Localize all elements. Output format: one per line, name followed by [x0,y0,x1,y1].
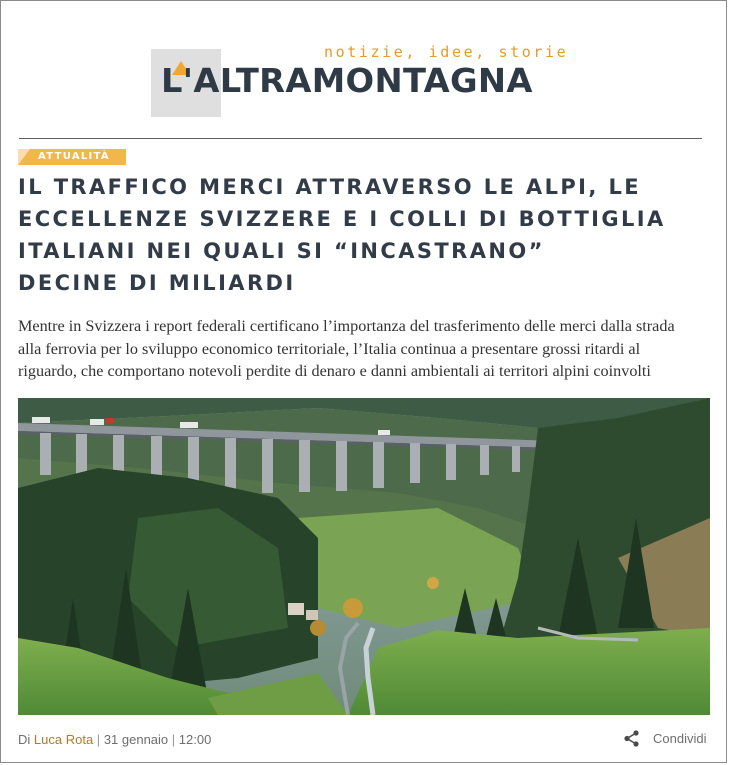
standfirst-line: alla ferrovia per lo sviluppo economico territoriale, l’Italia continua a presentare grossi ritardi al [18,339,641,358]
byline-separator: | [96,732,101,747]
badge-corner-mark [18,149,30,165]
headline-line: ECCELLENZE SVIZZERE E I COLLI DI BOTTIGLIA [18,207,666,231]
publish-date: 31 gennaio [103,732,169,747]
share-button[interactable] [623,730,706,747]
category-label[interactable]: ATTUALITÀ [38,151,110,162]
headline-line: IL TRAFFICO MERCI ATTRAVERSO LE ALPI, LE [18,175,641,199]
publish-time: 12:00 [178,732,212,747]
byline [18,732,211,747]
byline-prefix: Di [18,732,31,747]
article-standfirst [18,315,718,383]
standfirst-line: Mentre in Svizzera i report federali certificano l’importanza del trasferimento delle merci dalla strada [18,317,675,335]
brand-logo-text[interactable]: L'ALTRAMONTAGNA [161,61,533,100]
header-divider [19,138,702,139]
headline-line: ITALIANI NEI QUALI SI “INCASTRANO” [18,239,545,263]
article-headline [18,171,718,299]
headline-line: DECINE DI MILIARDI [18,271,296,295]
share-label[interactable]: Condividi [653,731,707,746]
byline-separator: | [171,732,176,747]
article-photo [18,398,710,715]
share-icon [623,730,640,747]
author-link[interactable]: Luca Rota [33,732,94,747]
valley-viaduct-image [18,398,710,715]
masthead [1,1,728,141]
tagline: notizie, idee, storie [324,43,569,61]
standfirst-line: riguardo, che comportano notevoli perdite di denaro e danni ambientali ai territori alpini coinvolti [18,362,651,380]
